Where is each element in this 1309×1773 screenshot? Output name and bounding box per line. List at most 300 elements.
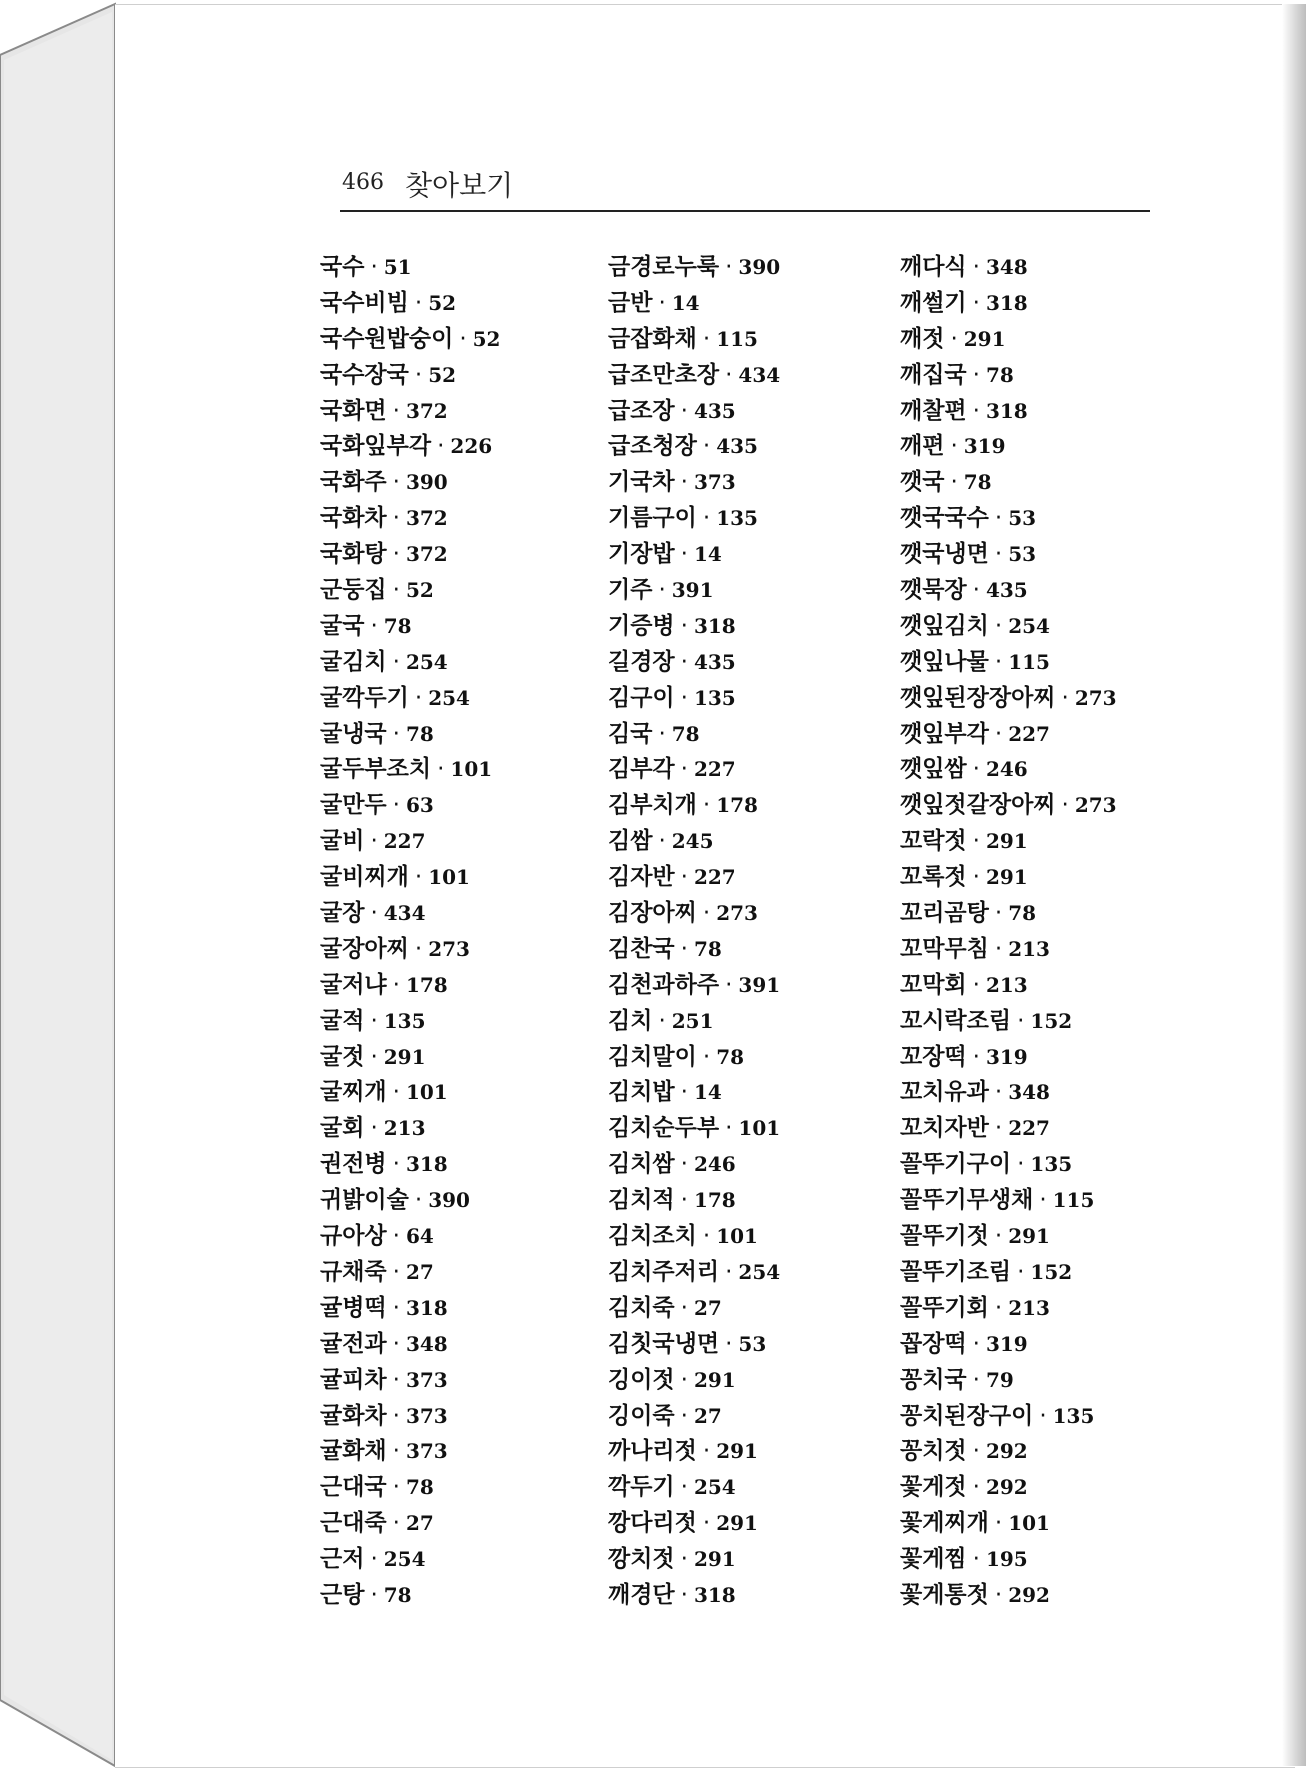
index-entry [900, 1399, 1200, 1435]
index-page-number: 53 [1008, 506, 1037, 531]
index-separator: · [680, 935, 688, 962]
index-entry [608, 717, 908, 753]
index-page-number: 78 [1008, 901, 1037, 926]
index-separator: · [392, 1223, 400, 1250]
index-page-number: 14 [671, 290, 700, 315]
index-entry [320, 681, 620, 717]
index-entry [608, 573, 908, 609]
index-separator: · [392, 1510, 400, 1537]
index-page-number: 115 [1052, 1188, 1095, 1213]
index-term: 꼬막회 [900, 971, 967, 998]
index-term: 깨썰기 [900, 289, 967, 316]
index-page-number: 27 [405, 1511, 434, 1536]
index-page-number: 53 [1008, 542, 1037, 567]
index-page-number: 63 [405, 793, 434, 818]
index-term: 깍두기 [608, 1474, 675, 1501]
index-term: 깅이젓 [608, 1366, 675, 1393]
index-term: 국수비빔 [320, 289, 409, 316]
index-term: 꼬막무침 [900, 935, 989, 962]
index-separator: · [994, 1581, 1003, 1608]
index-page-number: 254 [693, 1475, 736, 1500]
index-separator: · [392, 577, 400, 604]
index-term: 굴깍두기 [320, 684, 409, 711]
index-separator: · [725, 1330, 733, 1357]
index-page-number: 246 [985, 757, 1028, 782]
index-entry [900, 1327, 1200, 1363]
index-term: 굴비찌개 [320, 864, 409, 891]
index-separator: · [994, 900, 1003, 927]
index-entry [608, 788, 908, 824]
index-term: 금잡화채 [608, 325, 697, 352]
index-page-number: 291 [1008, 1224, 1050, 1249]
index-entry [608, 932, 908, 968]
index-separator: · [972, 1330, 980, 1357]
index-separator: · [414, 361, 423, 388]
index-entry [320, 1363, 620, 1399]
index-page-number: 78 [693, 936, 722, 961]
index-term: 꼴뚜기구이 [900, 1151, 1012, 1178]
index-entry [608, 1255, 908, 1291]
index-separator: · [414, 1187, 423, 1214]
index-separator: · [392, 971, 400, 998]
index-term: 김자반 [608, 864, 675, 891]
index-page-number: 27 [405, 1259, 434, 1284]
index-separator: · [1017, 1151, 1025, 1178]
index-separator: · [658, 720, 666, 747]
index-entry [900, 1219, 1200, 1255]
index-separator: · [702, 900, 711, 927]
index-entry [900, 1578, 1200, 1614]
index-term: 국수원밥숭이 [320, 325, 454, 352]
index-entry [608, 1219, 908, 1255]
index-term: 굴젓 [320, 1043, 365, 1070]
index-page-number: 78 [405, 1475, 434, 1500]
index-page-number: 434 [383, 901, 426, 926]
index-separator: · [725, 361, 733, 388]
index-page-number: 115 [1008, 649, 1050, 674]
index-separator: · [680, 1546, 688, 1573]
index-entry [608, 1291, 908, 1327]
index-entry [320, 1111, 620, 1147]
index-term: 굴장 [320, 900, 365, 927]
index-entry [608, 681, 908, 717]
index-term: 귀밝이술 [320, 1187, 409, 1214]
index-entry [320, 824, 620, 860]
index-term: 깨젓 [900, 325, 945, 352]
index-column-2 [608, 250, 908, 1614]
index-entry [900, 645, 1200, 681]
index-term: 꼬락젓 [900, 828, 967, 855]
index-entry [608, 501, 908, 537]
index-separator: · [680, 1079, 688, 1106]
index-separator: · [392, 469, 400, 496]
index-term: 국화차 [320, 505, 387, 532]
index-page-number: 51 [383, 255, 412, 279]
index-separator: · [972, 577, 980, 604]
index-term: 김치적 [608, 1187, 675, 1214]
index-entry [608, 429, 908, 465]
index-page-number: 273 [1074, 793, 1117, 818]
index-entry [608, 1327, 908, 1363]
index-page-number: 135 [1052, 1403, 1095, 1428]
index-entry [900, 1470, 1200, 1506]
index-page-number: 318 [985, 290, 1028, 315]
index-entry [320, 1255, 620, 1291]
index-term: 김찬국 [608, 935, 675, 962]
index-page-number: 373 [405, 1439, 448, 1464]
index-page-number: 319 [985, 1044, 1028, 1069]
index-separator: · [392, 541, 400, 568]
index-entry [608, 1040, 908, 1076]
index-term: 김쌈 [608, 828, 653, 855]
index-entry [320, 1578, 620, 1614]
index-entry [320, 1147, 620, 1183]
index-entry [320, 932, 620, 968]
index-separator: · [392, 1258, 400, 1285]
index-entry [900, 1183, 1200, 1219]
index-separator: · [702, 1510, 711, 1537]
index-separator: · [392, 720, 400, 747]
index-term: 깻잎나물 [900, 648, 989, 675]
index-separator: · [370, 828, 378, 855]
index-entry [900, 322, 1200, 358]
index-term: 굴냉국 [320, 720, 387, 747]
index-page-number: 291 [383, 1044, 426, 1069]
index-page-number: 435 [693, 398, 736, 423]
index-term: 근탕 [320, 1581, 365, 1608]
index-term: 급조만초장 [608, 361, 720, 388]
index-separator: · [680, 612, 688, 639]
index-page-number: 292 [985, 1475, 1028, 1500]
index-separator: · [392, 1402, 400, 1429]
index-term: 깻국국수 [900, 505, 989, 532]
index-separator: · [658, 1007, 666, 1034]
index-page-number: 79 [985, 1367, 1014, 1392]
index-term: 김구이 [608, 684, 675, 711]
index-term: 꼴뚜기조림 [900, 1258, 1012, 1285]
index-term: 깻국냉면 [900, 541, 989, 568]
index-entry [900, 1111, 1200, 1147]
index-entry [320, 1075, 620, 1111]
page-number: 466 [342, 170, 384, 195]
index-separator: · [370, 1546, 378, 1573]
index-page-number: 178 [716, 793, 758, 818]
index-entry [900, 358, 1200, 394]
index-separator: · [680, 1187, 688, 1214]
index-entry [320, 788, 620, 824]
index-page-number: 135 [383, 1008, 426, 1033]
index-separator: · [680, 1151, 688, 1178]
index-term: 꽃게찌개 [900, 1510, 989, 1537]
index-page-number: 254 [1008, 613, 1050, 638]
index-entry [320, 717, 620, 753]
index-page-number: 292 [1008, 1582, 1050, 1607]
index-separator: · [392, 1366, 400, 1393]
index-separator: · [658, 289, 666, 316]
index-separator: · [680, 1474, 688, 1501]
index-separator: · [972, 1438, 980, 1465]
index-page-number: 435 [693, 649, 736, 674]
index-entry [608, 358, 908, 394]
index-entry [608, 968, 908, 1004]
index-separator: · [1017, 1007, 1025, 1034]
index-entry [900, 537, 1200, 573]
index-separator: · [658, 577, 666, 604]
index-page-number: 78 [405, 721, 434, 746]
index-term: 꽃게찜 [900, 1546, 967, 1573]
index-page-number: 152 [1030, 1259, 1073, 1284]
index-page-number: 273 [716, 901, 758, 926]
index-entry [320, 465, 620, 501]
index-separator: · [725, 971, 733, 998]
index-entry [320, 1040, 620, 1076]
index-page-number: 435 [985, 578, 1028, 603]
index-page-number: 195 [985, 1547, 1028, 1572]
index-page-number: 291 [716, 1511, 758, 1536]
index-page-number: 390 [428, 1188, 470, 1213]
index-term: 근대죽 [320, 1510, 387, 1537]
index-page-number: 152 [1030, 1008, 1073, 1033]
index-entry [900, 429, 1200, 465]
index-separator: · [680, 864, 688, 891]
index-page-number: 292 [985, 1439, 1028, 1464]
index-page-number: 391 [738, 972, 781, 997]
index-term: 김치주저리 [608, 1258, 720, 1285]
index-term: 깨집국 [900, 361, 967, 388]
index-separator: · [1061, 792, 1069, 819]
index-term: 권전병 [320, 1151, 387, 1178]
index-separator: · [680, 648, 688, 675]
index-separator: · [702, 1043, 711, 1070]
index-page-number: 101 [428, 865, 470, 890]
index-term: 국화주 [320, 469, 387, 496]
index-page-number: 254 [428, 685, 470, 710]
index-entry [320, 609, 620, 645]
index-separator: · [437, 433, 445, 460]
index-entry [900, 788, 1200, 824]
page-title: 찾아보기 [405, 169, 514, 202]
index-entry [900, 394, 1200, 430]
index-separator: · [392, 1151, 400, 1178]
index-entry [320, 1219, 620, 1255]
index-term: 김치 [608, 1007, 653, 1034]
index-entry [320, 286, 620, 322]
index-separator: · [392, 1079, 400, 1106]
index-entry [320, 1183, 620, 1219]
index-separator: · [972, 971, 980, 998]
index-entry [900, 1075, 1200, 1111]
index-page-number: 319 [985, 1331, 1028, 1356]
index-entry [900, 968, 1200, 1004]
index-page-number: 78 [716, 1044, 745, 1069]
index-term: 국화잎부각 [320, 433, 432, 460]
index-entry [608, 1147, 908, 1183]
index-entry [320, 968, 620, 1004]
index-page-number: 318 [405, 1152, 448, 1177]
index-entry [320, 429, 620, 465]
index-separator: · [972, 397, 980, 424]
index-page-number: 246 [693, 1152, 736, 1177]
index-term: 기름구이 [608, 505, 697, 532]
index-entry [608, 1363, 908, 1399]
index-separator: · [972, 1546, 980, 1573]
index-separator: · [702, 1223, 711, 1250]
index-separator: · [994, 1223, 1003, 1250]
index-page-number: 254 [383, 1547, 426, 1572]
index-term: 깨찰편 [900, 397, 967, 424]
index-page-number: 319 [963, 434, 1006, 459]
index-entry [320, 537, 620, 573]
index-term: 김치조치 [608, 1223, 697, 1250]
index-entry [900, 1255, 1200, 1291]
index-page-number: 78 [963, 470, 992, 495]
index-term: 깨경단 [608, 1581, 675, 1608]
index-term: 기주 [608, 577, 653, 604]
index-separator: · [702, 325, 711, 352]
index-entry [608, 1434, 908, 1470]
index-page-number: 373 [693, 470, 736, 495]
index-separator: · [459, 325, 467, 352]
index-entry [320, 1004, 620, 1040]
index-term: 굴김치 [320, 648, 387, 675]
index-page-number: 390 [738, 255, 781, 279]
index-entry [900, 1434, 1200, 1470]
index-term: 국화탕 [320, 541, 387, 568]
index-separator: · [392, 648, 400, 675]
index-term: 김천과하주 [608, 971, 720, 998]
index-entry [608, 465, 908, 501]
index-page-number: 348 [985, 255, 1028, 279]
index-entry [608, 645, 908, 681]
index-page-number: 348 [405, 1331, 448, 1356]
index-page-number: 291 [693, 1367, 736, 1392]
index-term: 깻잎젓갈장아찌 [900, 792, 1056, 819]
index-term: 김부각 [608, 756, 675, 783]
index-entry [320, 1327, 620, 1363]
index-entry [608, 609, 908, 645]
index-separator: · [994, 648, 1003, 675]
index-separator: · [392, 1294, 400, 1321]
index-entry [900, 1004, 1200, 1040]
index-page-number: 254 [738, 1259, 781, 1284]
index-entry [608, 537, 908, 573]
index-entry [900, 250, 1200, 286]
index-page-number: 435 [716, 434, 758, 459]
index-term: 김장아찌 [608, 900, 697, 927]
index-term: 귤전과 [320, 1330, 387, 1357]
index-term: 기장밥 [608, 541, 675, 568]
index-page-number: 318 [693, 1582, 736, 1607]
index-page-number: 291 [963, 326, 1006, 351]
index-entry [900, 609, 1200, 645]
index-page-number: 227 [693, 865, 736, 890]
index-term: 꼬치유과 [900, 1079, 989, 1106]
index-entry [608, 1111, 908, 1147]
index-entry [900, 465, 1200, 501]
index-entry [900, 573, 1200, 609]
index-term: 김국 [608, 720, 653, 747]
index-page-number: 390 [405, 470, 448, 495]
index-entry [608, 896, 908, 932]
index-separator: · [994, 541, 1003, 568]
index-page-number: 101 [405, 1080, 448, 1105]
index-separator: · [370, 1007, 378, 1034]
index-separator: · [994, 1079, 1003, 1106]
index-separator: · [414, 864, 423, 891]
index-page-number: 273 [428, 936, 470, 961]
index-page-number: 178 [405, 972, 448, 997]
index-page-number: 227 [383, 829, 426, 854]
index-term: 깻잎된장장아찌 [900, 684, 1056, 711]
index-separator: · [1017, 1258, 1025, 1285]
index-term: 국화면 [320, 397, 387, 424]
index-term: 금반 [608, 289, 653, 316]
index-term: 근저 [320, 1546, 365, 1573]
index-entry [320, 250, 620, 286]
index-entry [608, 394, 908, 430]
index-page-number: 213 [1008, 1295, 1050, 1320]
index-separator: · [972, 1474, 980, 1501]
index-term: 굴찌개 [320, 1079, 387, 1106]
index-page-number: 373 [405, 1367, 448, 1392]
index-separator: · [950, 469, 958, 496]
index-term: 꼴뚜기회 [900, 1294, 989, 1321]
index-separator: · [1039, 1187, 1047, 1214]
index-entry [320, 1542, 620, 1578]
index-separator: · [680, 541, 688, 568]
index-entry [320, 501, 620, 537]
index-term: 귤화채 [320, 1438, 387, 1465]
index-entry [320, 573, 620, 609]
index-separator: · [370, 900, 378, 927]
index-column-1 [320, 250, 620, 1614]
index-term: 국수장국 [320, 361, 409, 388]
index-page-number: 291 [985, 829, 1028, 854]
index-separator: · [994, 1115, 1003, 1142]
index-entry [608, 1542, 908, 1578]
index-separator: · [437, 756, 445, 783]
index-term: 굴두부조치 [320, 756, 432, 783]
index-term: 꼬리곰탕 [900, 900, 989, 927]
index-entry [320, 1506, 620, 1542]
index-entry [608, 286, 908, 322]
index-entry [900, 1291, 1200, 1327]
index-page-number: 135 [716, 506, 758, 531]
index-page-number: 373 [405, 1403, 448, 1428]
index-term: 귤피차 [320, 1366, 387, 1393]
index-entry [320, 896, 620, 932]
index-separator: · [994, 720, 1003, 747]
index-term: 귤병떡 [320, 1294, 387, 1321]
index-separator: · [994, 612, 1003, 639]
index-page-number: 64 [405, 1224, 434, 1249]
index-term: 군둥집 [320, 577, 387, 604]
index-term: 깻잎김치 [900, 612, 989, 639]
index-page-number: 251 [671, 1008, 714, 1033]
index-term: 깨편 [900, 433, 945, 460]
index-separator: · [1061, 684, 1069, 711]
index-entry [320, 394, 620, 430]
index-term: 깨다식 [900, 254, 967, 280]
index-term: 기증병 [608, 612, 675, 639]
index-term: 길경장 [608, 648, 675, 675]
index-entry [320, 1470, 620, 1506]
index-page-number: 52 [472, 326, 501, 351]
index-term: 굴국 [320, 612, 365, 639]
index-term: 깻잎쌈 [900, 756, 967, 783]
index-separator: · [972, 828, 980, 855]
index-entry [900, 681, 1200, 717]
